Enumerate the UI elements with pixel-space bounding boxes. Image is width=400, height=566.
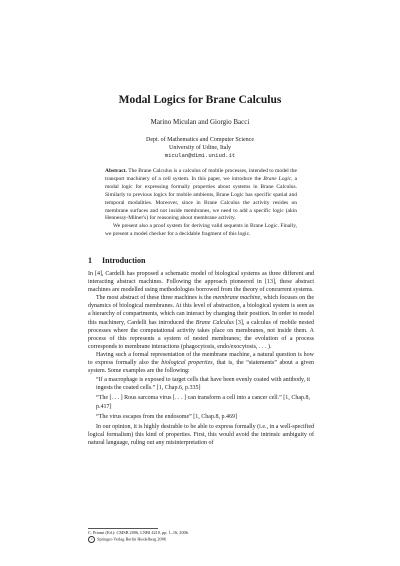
section-number: 1: [88, 256, 92, 265]
body-paragraph-4: In our opinion, it is highly desirable to be able to express formally (i.e., in a well-specified logical formalism) this kind of properties. First, this would avoid the intrinsic ambiguity of natural language, ruling out any misinterpretation of: [88, 423, 314, 446]
abstract: [105, 168, 297, 239]
affiliation: [0, 136, 400, 161]
paper-authors: Marino Miculan and Giorgio Bacci: [150, 118, 250, 126]
body-emphasis-biological-properties: biological properties: [161, 360, 213, 367]
body-text-2b: , which focuses on the dynamics of biological membranes. At this level of abstraction, a biological system is seen as a hierarchy of compartments, which can interact by changing their position. In order to model this machinery, Cardelli has introduced the: [88, 295, 314, 326]
quote-item: “The virus escapes from the endosome” [1, Chap.8, p.469]: [96, 413, 237, 420]
abstract-text-1b: , a modal logic for expressing formally properties about systems in Brane Calculus. Similarly to previous logics for mobile ambients, Brane Logic has specific spatial and temporal modalities. Moreover, since in Brane Calculus the activity resides on membrane surfaces and not inside membranes, we need to add a specific logic (akin Hennessy-Milner's) for reasoning about membrane activity.: [105, 175, 297, 222]
body-text-2c: [3], a calculus of mobile nested processes where the computational activity takes place on membranes, not inside them. A process of this represents a system of nested membranes; the evolution of a process corresponds to membrane interactions (phagocytosis, endo/exocytosis, . . . ).: [88, 319, 315, 350]
abstract-emphasis: Brane Logic: [263, 175, 292, 182]
paper-title: Modal Logics for Brane Calculus: [118, 94, 282, 106]
section-heading: [88, 256, 145, 265]
body-text-3a: Having such a formal representation of the membrane machine, a natural question is how to express formally also the: [88, 351, 314, 367]
quote-list: [96, 376, 310, 420]
body-text-2a: The most abstract of these three machines is the: [96, 295, 214, 302]
body-paragraph-2: [88, 294, 314, 351]
body-emphasis-membrane-machine: membrane machine: [213, 295, 261, 302]
quote-item: “The [. . . ] Rous sarcoma virus [. . . ] can transform a cell into a cancer cell.” [1, Chap.8, p.417]: [96, 395, 310, 410]
body-text: [88, 270, 314, 447]
body-paragraph-3: [88, 351, 314, 375]
affiliation-university: University of Udine, Italy: [169, 145, 231, 152]
footnote-copyright: [88, 536, 314, 543]
footnote-divider: [88, 528, 158, 529]
footnote-publisher: Springer-Verlag Berlin Heidelberg 2006: [97, 536, 167, 542]
quote-item: “If a macrophage is exposed to target cells that have been evenly coated with antibody, it ingests the coated cells.” [1, Chap.6, p.335]: [96, 377, 310, 392]
body-emphasis-brane-calculus: Brane Calculus: [195, 319, 234, 326]
body-paragraph-1: In [4], Cardelli has proposed a schematic model of biological systems as three different and interacting abstract machines. Following the approach pioneered in [13], these abstract machines are modelled using methodologies borrowed from the theory of concurrent systems.: [88, 271, 314, 294]
affiliation-dept: Dept. of Mathematics and Computer Science: [146, 137, 254, 143]
abstract-heading: Abstract.: [105, 168, 127, 174]
footnote-citation: C. Priami (Ed.): CMSB 2006, LNBI 4210, pp. 1–16, 2006.: [88, 530, 189, 535]
footnote: [88, 530, 314, 543]
body-text-3b: , that is, the “statements” about a given system. Some examples are the following:: [88, 360, 314, 375]
abstract-text-1a: The Brane Calculus is a calculus of mobile processes, intended to model the transport machinery of a cell system. In this paper, we introduce the: [105, 168, 297, 182]
section-title: Introduction: [102, 256, 146, 265]
abstract-paragraph-2: We present also a proof system for deriving valid sequents in Brane Logic. Finally, we present a model checker for a decidable fragment of this logic.: [105, 223, 297, 238]
copyright-icon: c: [88, 536, 95, 543]
author-email: miculan@dimi.uniud.it: [164, 152, 236, 160]
